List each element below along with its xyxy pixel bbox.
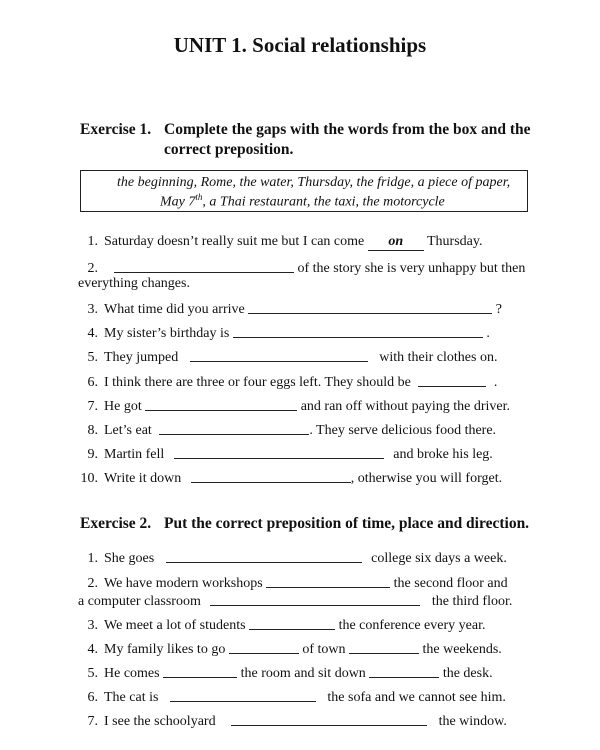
- answer-blank[interactable]: [114, 260, 294, 273]
- ex2-item-1: [78, 549, 507, 567]
- item-text: , otherwise you will forget.: [350, 471, 503, 486]
- item-text: . They serve delicious food there.: [309, 423, 497, 438]
- item-text: a computer classroom: [78, 594, 201, 609]
- item-text: and ran off without paying the driver.: [300, 399, 511, 414]
- item-number: 7.: [87, 399, 98, 414]
- answer-blank[interactable]: [210, 593, 420, 606]
- item-number: 9.: [87, 447, 98, 462]
- item-number: 1.: [87, 551, 98, 566]
- item-number: 3.: [87, 302, 98, 317]
- ex1-item-9: [78, 445, 493, 463]
- answer-blank[interactable]: [159, 422, 309, 435]
- item-text: the sofa and we cannot see him.: [327, 690, 506, 705]
- item-number: 6.: [87, 375, 98, 390]
- word-box-rest: , a Thai restaurant, the taxi, the motorcycle: [202, 194, 445, 210]
- ex1-item-10: [78, 469, 502, 487]
- item-number: 6.: [87, 690, 98, 705]
- item-text: Let’s eat: [104, 423, 152, 438]
- item-text: Write it down: [104, 471, 182, 486]
- item-text: I think there are three or four eggs left. They should be: [104, 375, 411, 390]
- item-text: the window.: [438, 714, 507, 729]
- ex2-item-3: [78, 616, 485, 634]
- item-text: They jumped: [104, 350, 179, 365]
- answer-blank[interactable]: [191, 470, 351, 483]
- item-number: 2.: [87, 576, 98, 591]
- item-text: My sister’s birthday is: [104, 326, 230, 341]
- item-text: My family likes to go: [104, 642, 226, 657]
- ex1-item-6: [78, 373, 497, 391]
- item-number: 4.: [87, 326, 98, 341]
- ex1-item-1: [78, 234, 482, 251]
- item-text: Saturday doesn’t really suit me but I can come: [104, 234, 365, 249]
- ex2-item-4: [78, 640, 502, 658]
- answer-blank[interactable]: [190, 349, 368, 362]
- answer-blank[interactable]: [349, 641, 419, 654]
- item-text: .: [493, 375, 498, 390]
- exercise-1-instruction-line2: correct preposition.: [164, 141, 294, 158]
- word-box-line1: the beginning, Rome, the water, Thursday, the fridge, a piece of paper,: [117, 175, 511, 190]
- answer-blank[interactable]: [229, 641, 299, 654]
- answer-blank[interactable]: on: [368, 234, 424, 251]
- ex1-item-4: [78, 324, 490, 342]
- ex1-item-7: [78, 397, 510, 415]
- item-number: 3.: [87, 618, 98, 633]
- exercise-2-instruction: Put the correct preposition of time, place and direction.: [164, 515, 530, 532]
- item-text: the room and sit down: [240, 666, 366, 681]
- item-text: of the story she is very unhappy but then: [297, 261, 526, 276]
- item-text: with their clothes on.: [379, 350, 498, 365]
- item-text: Martin fell: [104, 447, 165, 462]
- exercise-1-instruction-line1: Complete the gaps with the words from the box and the: [164, 121, 531, 138]
- item-text: the second floor and: [393, 576, 508, 591]
- answer-blank[interactable]: [233, 325, 483, 338]
- word-box-may: May 7: [160, 194, 196, 210]
- item-text: He comes: [104, 666, 160, 681]
- item-text: What time did you arrive: [104, 302, 245, 317]
- ex1-item-8: [78, 421, 496, 439]
- item-text: college six days a week.: [371, 551, 507, 566]
- item-number: 4.: [87, 642, 98, 657]
- answer-blank[interactable]: [163, 665, 237, 678]
- answer-blank[interactable]: [369, 665, 439, 678]
- item-number: 5.: [87, 666, 98, 681]
- exercise-1-heading: [80, 121, 531, 139]
- answer-blank[interactable]: [266, 575, 390, 588]
- item-number: 2.: [87, 261, 98, 276]
- item-text: the third floor.: [431, 594, 513, 609]
- item-text: the weekends.: [422, 642, 502, 657]
- answer-blank[interactable]: [231, 713, 427, 726]
- answer-blank[interactable]: [170, 689, 316, 702]
- ex1-item-2-continuation: everything changes.: [78, 276, 190, 291]
- item-number: 10.: [80, 471, 98, 486]
- item-text: He got: [104, 399, 142, 414]
- word-box-line2: [160, 192, 445, 211]
- exercise-2-number: Exercise 2.: [80, 515, 152, 532]
- page-title: UNIT 1. Social relationships: [173, 33, 427, 57]
- word-box-sup: th: [195, 192, 203, 202]
- exercise-2-heading: [80, 515, 529, 533]
- answer-blank[interactable]: [145, 398, 297, 411]
- item-number: 8.: [87, 423, 98, 438]
- item-number: 1.: [87, 234, 98, 249]
- answer-blank[interactable]: [249, 617, 335, 630]
- item-text: ?: [495, 302, 502, 317]
- ex2-item-6: [78, 688, 506, 706]
- item-text: the desk.: [442, 666, 493, 681]
- item-text: We have modern workshops: [104, 576, 263, 591]
- item-text: She goes: [104, 551, 155, 566]
- item-text: Thursday.: [426, 234, 483, 249]
- item-number: 7.: [87, 714, 98, 729]
- answer-blank[interactable]: [418, 374, 486, 387]
- item-text: We meet a lot of students: [104, 618, 246, 633]
- word-box: [80, 170, 528, 212]
- ex2-item-2: [78, 574, 508, 592]
- answer-blank[interactable]: [166, 550, 362, 563]
- ex2-item-2-continuation: [78, 592, 512, 610]
- answer-blank[interactable]: [248, 301, 492, 314]
- item-text: I see the schoolyard: [104, 714, 216, 729]
- ex1-item-3: [78, 300, 502, 318]
- ex1-item-5: [78, 348, 497, 366]
- item-number: 5.: [87, 350, 98, 365]
- exercise-1-number: Exercise 1.: [80, 121, 152, 138]
- item-text: the conference every year.: [338, 618, 486, 633]
- item-text: and broke his leg.: [393, 447, 493, 462]
- item-text: of town: [302, 642, 346, 657]
- answer-blank[interactable]: [174, 446, 384, 459]
- ex2-item-7: [78, 712, 507, 730]
- item-text: The cat is: [104, 690, 159, 705]
- ex1-item-2: [78, 259, 525, 277]
- ex2-item-5: [78, 664, 493, 682]
- item-text: .: [486, 326, 490, 341]
